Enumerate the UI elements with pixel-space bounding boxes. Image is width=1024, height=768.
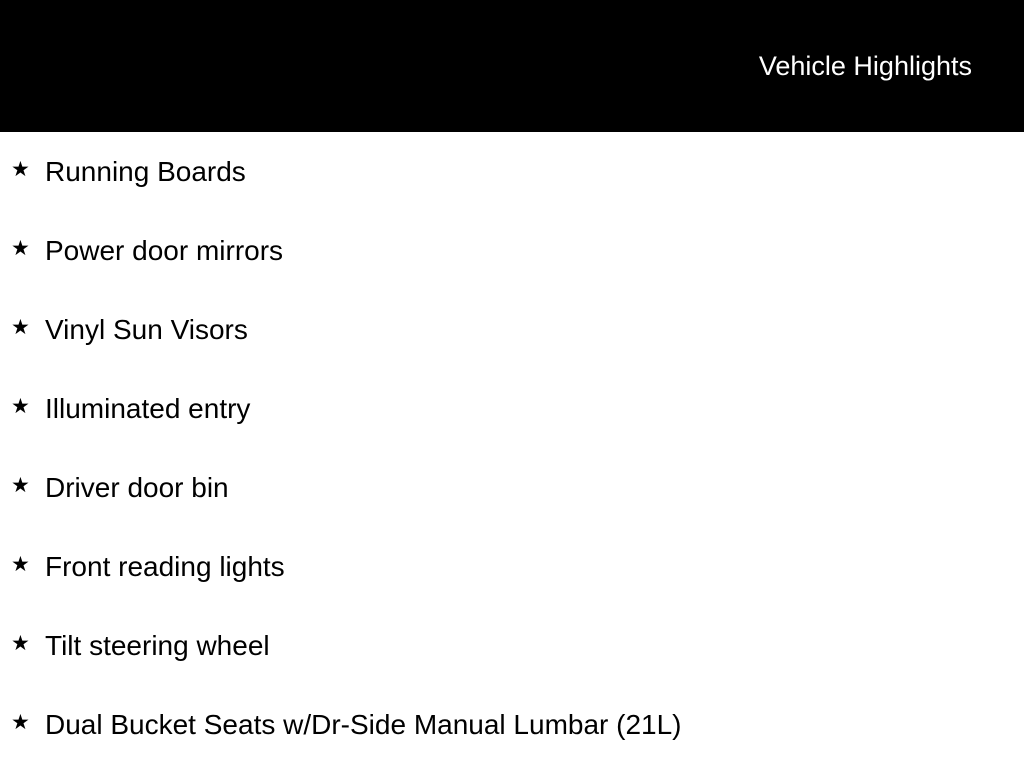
star-icon: ★ — [11, 710, 30, 734]
highlights-list — [0, 132, 1024, 764]
highlight-item — [0, 527, 1024, 606]
header-bar — [0, 0, 1024, 132]
highlight-item — [0, 606, 1024, 685]
highlight-label: Power door mirrors — [45, 235, 284, 266]
highlight-item — [0, 685, 1024, 764]
highlight-label: Driver door bin — [45, 472, 229, 503]
page-title: Vehicle Highlights — [758, 51, 972, 81]
highlight-item — [0, 132, 1024, 211]
highlight-label: Running Boards — [45, 156, 246, 187]
star-icon: ★ — [11, 157, 30, 181]
highlight-item — [0, 448, 1024, 527]
star-icon: ★ — [11, 552, 30, 576]
star-icon: ★ — [11, 315, 30, 339]
star-icon: ★ — [11, 394, 30, 418]
highlight-item — [0, 211, 1024, 290]
highlight-label: Tilt steering wheel — [45, 630, 270, 661]
highlight-label: Front reading lights — [45, 551, 285, 582]
highlight-item — [0, 369, 1024, 448]
highlight-item — [0, 290, 1024, 369]
star-icon: ★ — [11, 473, 30, 497]
star-icon: ★ — [11, 631, 30, 655]
highlight-label: Vinyl Sun Visors — [45, 314, 248, 345]
highlight-label: Dual Bucket Seats w/Dr-Side Manual Lumbar (21L) — [45, 709, 682, 740]
highlight-label: Illuminated entry — [45, 393, 251, 424]
star-icon: ★ — [11, 236, 30, 260]
